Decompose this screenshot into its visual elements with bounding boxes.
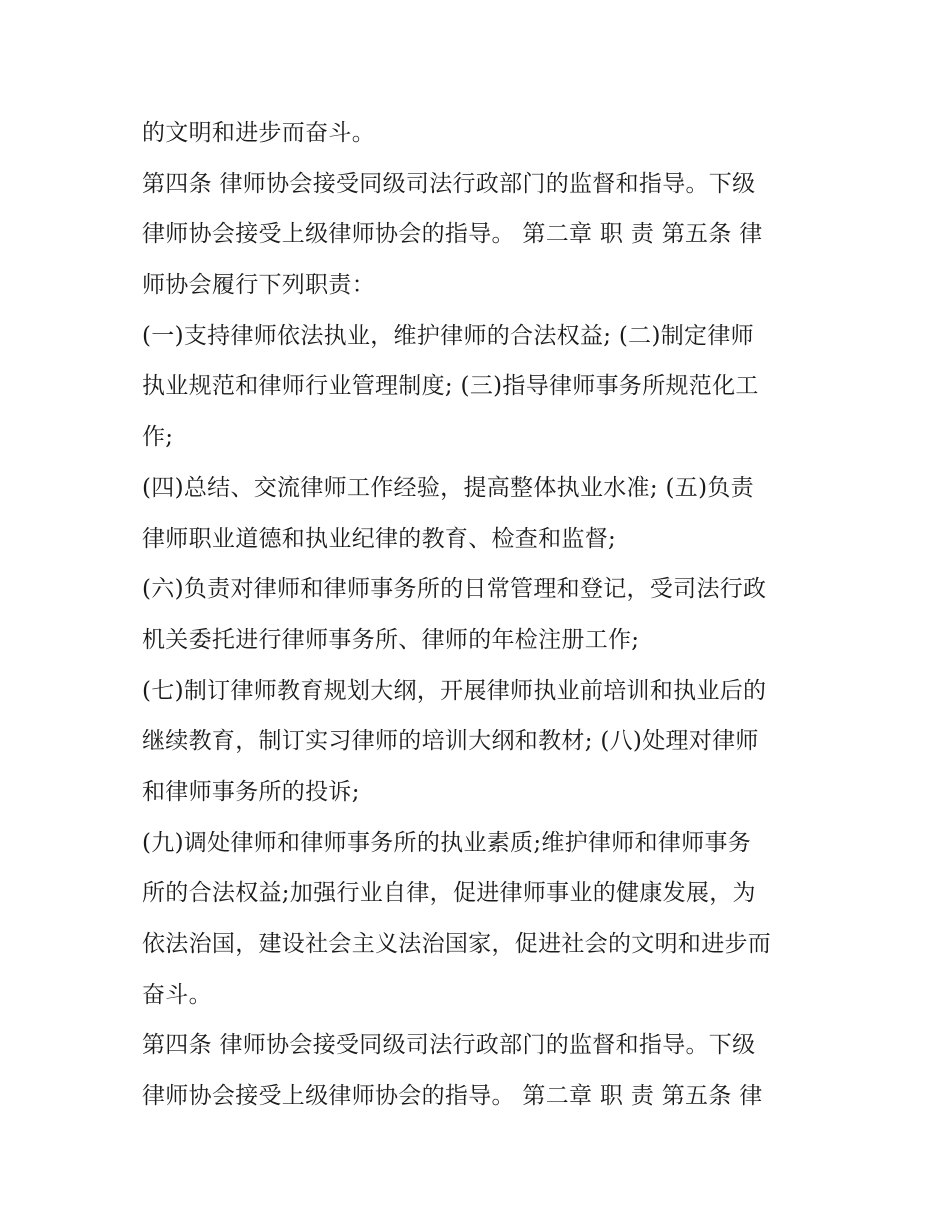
text-line: 继续教育，制订实习律师的培训大纲和教材; (八)处理对律师 [142, 728, 759, 755]
text-line: 和律师事务所的投诉; [142, 778, 360, 805]
text-line: 机关委托进行律师事务所、律师的年检注册工作; [142, 626, 640, 653]
text-line: (九)调处律师和律师事务所的执业素质;维护律师和律师事务 [142, 829, 752, 856]
text-line: (一)支持律师依法执业，维护律师的合法权益; (二)制定律师 [142, 322, 754, 349]
text-line: 第四条 律师协会接受同级司法行政部门的监督和指导。下级 [142, 170, 756, 197]
text-line: 依法治国，建设社会主义法治国家，促进社会的文明和进步而 [142, 931, 772, 957]
text-line: 执业规范和律师行业管理制度; (三)指导律师事务所规范化工 [142, 373, 759, 400]
text-line: (四)总结、交流律师工作经验，提高整体执业水准; (五)负责 [142, 474, 754, 501]
text-line: 律师协会接受上级律师协会的指导。 第二章 职 责 第五条 律 [142, 221, 763, 248]
text-line: 律师职业道德和执业纪律的教育、检查和监督; [142, 525, 617, 552]
text-line: (七)制订律师教育规划大纲，开展律师执业前培训和执业后的 [142, 677, 767, 704]
text-line: 作; [142, 424, 174, 451]
text-line: 的文明和进步而奋斗。 [142, 120, 375, 146]
text-line: 律师协会接受上级律师协会的指导。 第二章 职 责 第五条 律 [142, 1083, 763, 1110]
text-line: 所的合法权益;加强行业自律，促进律师事业的健康发展，为 [142, 880, 756, 907]
text-line: (六)负责对律师和律师事务所的日常管理和登记，受司法行政 [142, 576, 767, 603]
text-line: 师协会履行下列职责： [142, 272, 375, 299]
document-body [142, 108, 822, 1122]
text-line: 奋斗。 [142, 981, 212, 1008]
text-line: 第四条 律师协会接受同级司法行政部门的监督和指导。下级 [142, 1032, 756, 1059]
